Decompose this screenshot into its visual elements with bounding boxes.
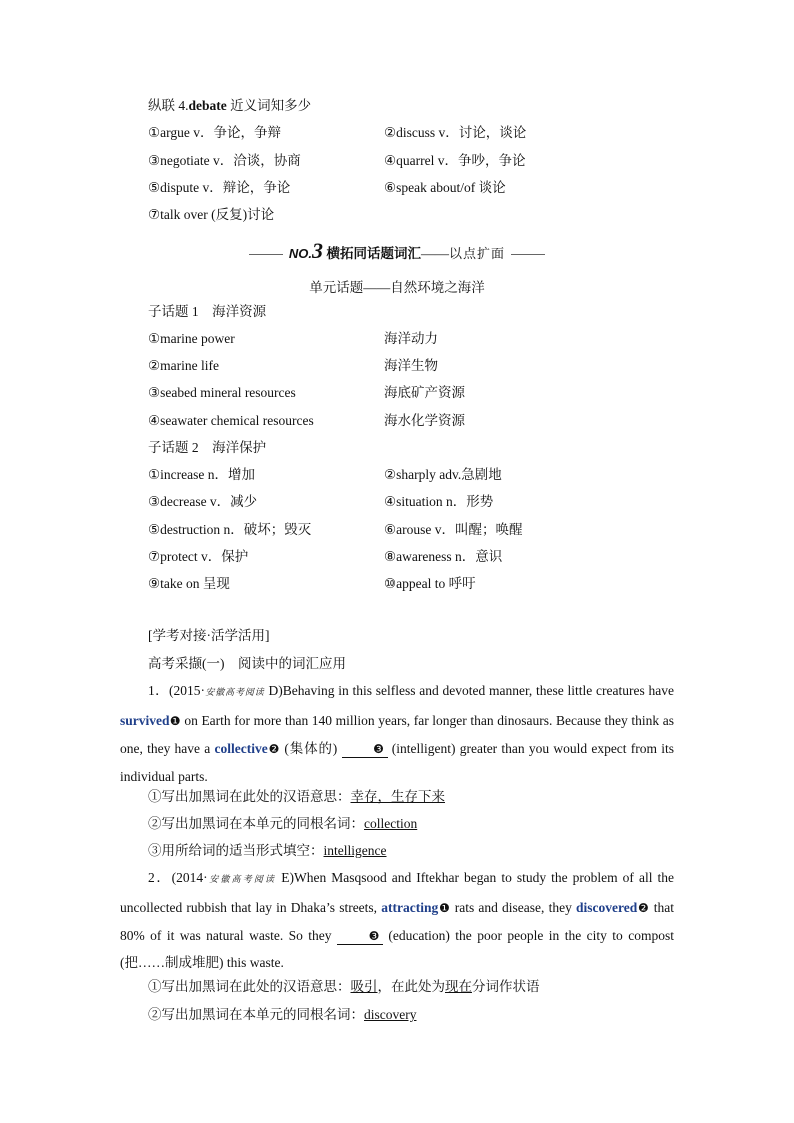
banner-rule-right [511,254,545,255]
synonym-heading [148,97,311,115]
unit-topic: 单元话题——自然环境之海洋 [309,280,485,295]
q1-marker-2: ❷ [267,742,281,756]
vocab-row [148,384,465,402]
answer-value: intelligence [323,843,387,858]
synonym-row [148,179,506,197]
synonym-row [148,124,527,142]
vocab-row [148,412,465,430]
synonym-item: ⑦talk over (反复)讨论 [148,207,275,222]
q2-text: rats and disease, they [450,900,576,915]
answer-prefix: ③用所给词的适当形式填空： [148,843,324,858]
heading-suffix: 近义词知多少 [226,98,312,113]
vocab-item: ⑨take on 呈现 [148,576,230,591]
answer-value: 吸引 [350,979,378,994]
vocab-zh: 海底矿产资源 [384,385,465,400]
q1-answer-2 [148,815,417,833]
q1-text: on Earth for more than 140 million years, far longer than dinosaurs. Because they think as one, they have a [120,713,674,756]
answer-prefix: ②写出加黑词在本单元的同根名词： [148,1007,364,1022]
q2-bold-word-2: discovered [575,900,638,915]
answer-value: discovery [364,1007,417,1022]
q2-answer-2 [148,1006,416,1024]
answer-text: ，在此处为 [377,979,445,994]
answer-value: collection [364,816,418,831]
vocab-item: ④situation n．形势 [384,494,494,509]
q1-blank[interactable] [342,741,388,758]
vocab-item: ②sharply adv.急剧地 [384,467,502,482]
banner-dash: — [421,247,436,262]
subtopic-label: 子话题 1 海洋资源 [148,304,267,319]
synonym-item: ①argue v．争论，争辩 [148,125,281,140]
q2-source: 安徽高考阅读 [207,875,277,885]
q1-bold-word-1: survived [120,713,170,728]
vocab-row [148,357,438,375]
answer-prefix: ①写出加黑词在此处的汉语意思： [148,789,351,804]
answer-prefix: ②写出加黑词在本单元的同根名词： [148,816,364,831]
q1-answer-3 [148,842,386,860]
q2-bold-word-1: attracting [381,900,439,915]
answer-value: 幸存，生存下来 [350,789,445,804]
banner-no: NO. [288,246,313,261]
synonym-row [148,206,274,224]
heading-word: debate [188,98,227,113]
q1-source: 安徽高考阅读 [205,688,265,698]
vocab-item: ①increase n．增加 [148,467,255,482]
section-banner [0,238,794,264]
q2-marker-2: ❷ [637,901,650,915]
banner-dash: — [435,247,450,262]
vocab-zh: 海水化学资源 [384,413,465,428]
vocab-item: ⑤destruction n．破坏；毁灭 [148,522,312,537]
synonym-item: ③negotiate v．洽谈，协商 [148,153,301,168]
vocab-en: ②marine life [148,358,219,373]
synonym-item: ⑥speak about/of 谈论 [384,180,506,195]
vocab-item: ⑥arouse v．叫醒；唤醒 [384,522,523,537]
q1-bold-word-2: collective [214,741,268,756]
question-1 [120,677,674,790]
subtopic-label: 子话题 2 海洋保护 [148,440,267,455]
vocab-zh: 海洋生物 [384,358,438,373]
vocab-row [148,466,502,484]
vocab-en: ④seawater chemical resources [148,413,314,428]
q2-text: (education) the poor people in the city to compost (把……制成堆肥) this waste. [120,928,674,970]
q2-text: that 80% of it was natural waste. So they [120,900,674,943]
vocab-row [148,548,503,566]
vocab-zh: 海洋动力 [384,331,438,346]
vocab-row [148,330,438,348]
heading-prefix: 纵联 4. [148,98,189,113]
q1-prefix: 1．(2015· [148,683,206,698]
q2-marker-3: ❸ [368,929,380,943]
q1-marker-3: ❸ [373,742,384,756]
vocab-row [148,493,494,511]
banner-rule-left [249,254,283,255]
vocab-en: ③seabed mineral resources [148,385,296,400]
q2-prefix: 2．(2014· [148,870,208,885]
vocab-item: ⑩appeal to 呼吁 [384,576,476,591]
question-2 [120,864,674,976]
q1-answer-1 [148,788,445,806]
q1-text: (intelligent) greater than you would expect from its individual parts. [120,741,674,784]
banner-subtitle: 以点扩面 [449,247,506,262]
q1-text: D)Behaving in this selfless and devoted manner, these little creatures have [264,683,674,698]
synonym-item: ⑤dispute v．辩论，争论 [148,180,291,195]
vocab-row [148,521,523,539]
q2-blank[interactable] [337,928,383,945]
answer-prefix: ①写出加黑词在此处的汉语意思： [148,979,351,994]
synonym-row [148,152,526,170]
practice-title: [学考对接·活学活用] [148,628,270,643]
q1-marker-1: ❶ [169,714,181,728]
vocab-en: ①marine power [148,331,235,346]
synonym-item: ②discuss v．讨论，谈论 [384,125,527,140]
vocab-item: ⑧awareness n．意识 [384,549,503,564]
answer-text: 分词作状语 [472,979,540,994]
synonym-item: ④quarrel v．争吵，争论 [384,153,526,168]
vocab-row [148,575,476,593]
answer-value: 现在 [445,979,472,994]
q1-text: (集体的) [280,741,342,756]
practice-subtitle: 高考采撷(一) 阅读中的词汇应用 [148,656,346,671]
q2-marker-1: ❶ [438,901,451,915]
vocab-item: ⑦protect v．保护 [148,549,249,564]
vocab-item: ③decrease v．减少 [148,494,258,509]
banner-num: 3 [312,238,324,263]
q2-text: E)When Masqsood and Iftekhar began to study the problem of all the uncollected rubbish that lay in Dhaka’s streets, [120,870,674,915]
q2-answer-1 [148,978,540,996]
banner-title: 横拓同话题词汇 [326,246,422,262]
